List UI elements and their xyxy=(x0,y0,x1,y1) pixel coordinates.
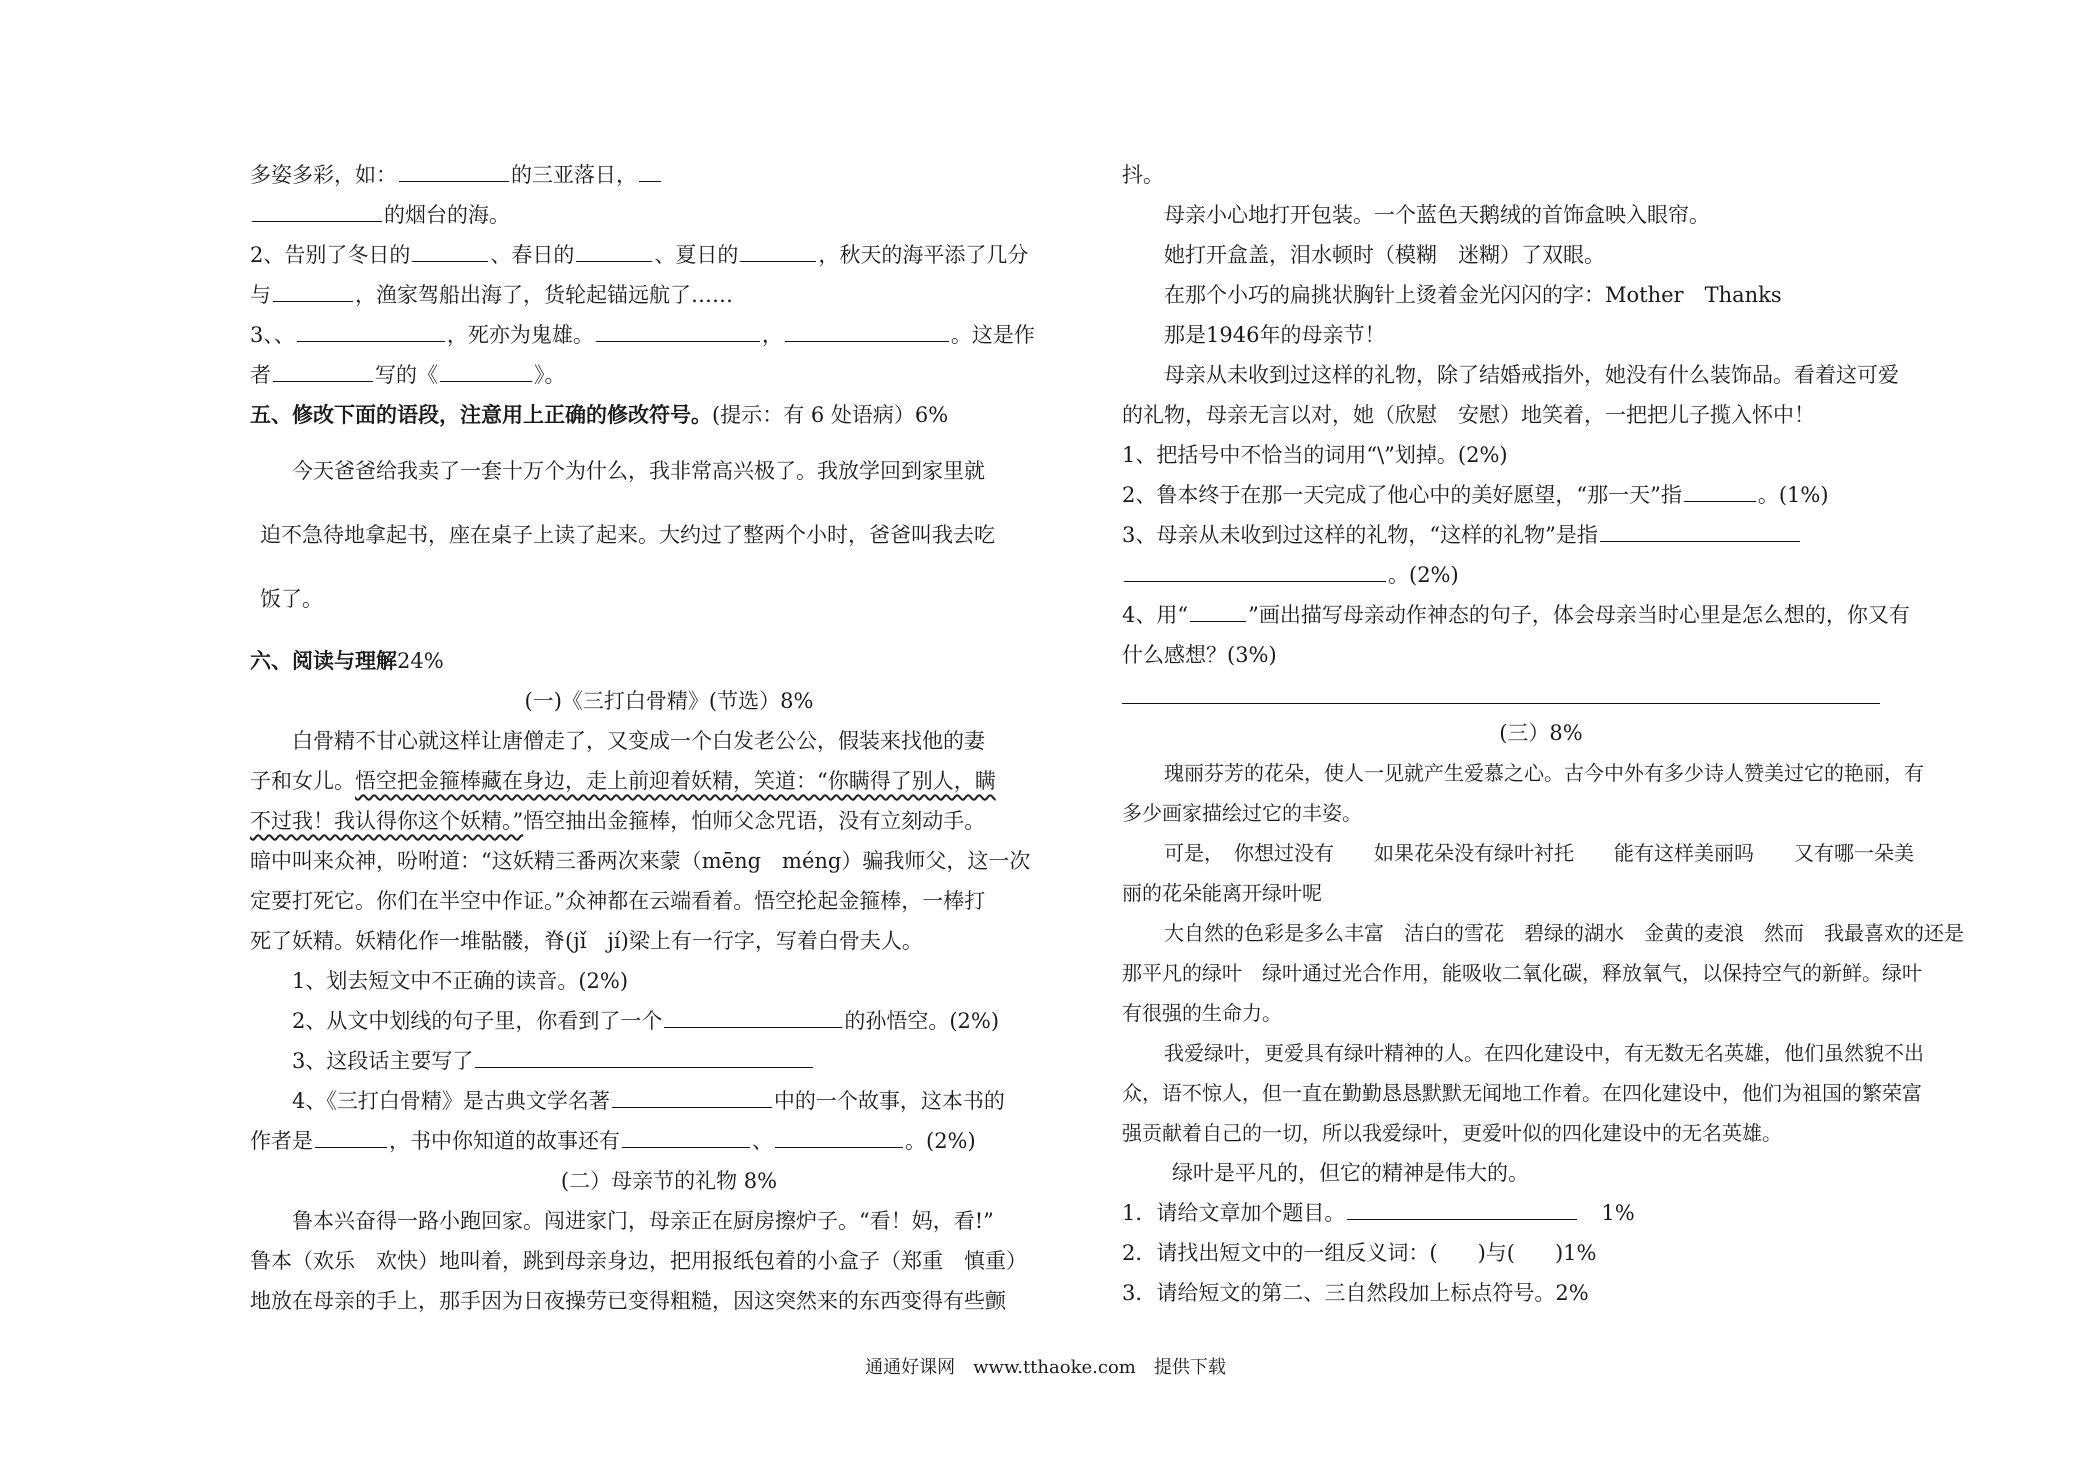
question-text: 3、母亲从未收到过这样的礼物，“这样的礼物”是指 xyxy=(1122,523,1598,547)
answer-blank[interactable] xyxy=(412,237,488,262)
left-column xyxy=(250,155,1088,1321)
question xyxy=(1122,435,1960,475)
underlined-sentence: 悟空把金箍棒藏在身边，走上前迎着妖精，笑道：“你瞒得了别人，瞒 xyxy=(355,769,996,793)
text-line xyxy=(1122,953,1960,993)
text-line xyxy=(250,195,1088,235)
question xyxy=(250,1121,1088,1161)
text-line xyxy=(1122,753,1960,793)
paragraph-text: 强贡献着自己的一切，所以我爱绿叶，更爱叶似的四化建设中的无名英雄。 xyxy=(1122,1121,1782,1145)
paragraph-text: 迫不急待地拿起书，座在桌子上读了起来。大约过了整两个小时，爸爸叫我去吃 xyxy=(260,523,995,547)
page-footer xyxy=(0,1356,2091,1380)
answer-blank[interactable] xyxy=(622,1123,750,1148)
reading-title xyxy=(1122,713,1960,753)
question-text: 3、这段话主要写了 xyxy=(292,1049,474,1073)
paragraph-text: 众，语不惊人，但一直在勤勤恳恳默默无闻地工作着。在四化建设中，他们为祖国的繁荣富 xyxy=(1122,1081,1922,1105)
text-line xyxy=(250,841,1088,881)
question-text: 、 xyxy=(752,1129,773,1153)
text-line xyxy=(250,881,1088,921)
reading-title-text: (二）母亲节的礼物 8% xyxy=(560,1169,778,1193)
paragraph-text: 定要打死它。你们在半空中作证。”众神都在云端看着。悟空抡起金箍棒，一棒打 xyxy=(250,889,986,913)
answer-blank[interactable] xyxy=(1684,477,1756,502)
question-text: 什么感想？(3%) xyxy=(1122,643,1277,667)
text-line xyxy=(250,275,1088,315)
answer-blank[interactable] xyxy=(273,277,353,302)
question xyxy=(1122,1273,1960,1313)
paragraph-text: 母亲小心地打开包装。一个蓝色天鹅绒的首饰盒映入眼帘。 xyxy=(1164,203,1710,227)
text-line xyxy=(1122,993,1960,1033)
text-line xyxy=(1122,275,1960,315)
text: 、春日的 xyxy=(490,243,575,267)
answer-line[interactable] xyxy=(1122,675,1960,715)
answer-blank[interactable] xyxy=(440,357,532,382)
question-text: 的孙悟空。(2%) xyxy=(844,1009,1000,1033)
question xyxy=(1122,515,1960,555)
question-text: 2、从文中划线的句子里，你看到了一个 xyxy=(292,1009,663,1033)
text-line xyxy=(1122,355,1960,395)
footer-text: 通通好课网 www.tthaoke.com 提供下载 xyxy=(865,1357,1226,1378)
question-text: 。(2%) xyxy=(1388,563,1459,587)
question-text: )1% xyxy=(1554,1241,1597,1265)
text-line xyxy=(1122,1073,1960,1113)
question-text: ”画出描写母亲动作神态的句子，体会母亲当时心里是怎么想的，你又有 xyxy=(1248,603,1910,627)
question-text: 1．请给文章加个题目。 xyxy=(1122,1201,1346,1225)
question-text: 作者是 xyxy=(250,1129,313,1153)
answer-blank[interactable] xyxy=(664,1003,842,1028)
answer-blank[interactable] xyxy=(775,1123,903,1148)
text-line xyxy=(250,801,1088,841)
question-text: 3．请给短文的第二、三自然段加上标点符号。2% xyxy=(1122,1281,1589,1305)
underlined-sentence: 不过我！我认得你这个妖精。” xyxy=(250,809,524,833)
paragraph-text: 母亲从未收到过这样的礼物，除了结婚戒指外，她没有什么装饰品。看着这可爱 xyxy=(1164,363,1899,387)
reading-title-text: (三）8% xyxy=(1499,721,1583,745)
text: 》。 xyxy=(534,363,566,387)
answer-blank[interactable] xyxy=(1600,517,1800,542)
paragraph-text: 子和女儿。 xyxy=(250,769,355,793)
paragraph-text: 白骨精不甘心就这样让唐僧走了，又变成一个白发老公公，假装来找他的妻 xyxy=(292,729,985,753)
section-heading xyxy=(250,641,1088,681)
text-line xyxy=(250,1201,1088,1241)
question-text: 。(1%) xyxy=(1757,483,1829,507)
text-line xyxy=(1122,1033,1960,1073)
paragraph-text: 大自然的色彩是多么丰富 洁白的雪花 碧绿的湖水 金黄的麦浪 然而 我最喜欢的还是 xyxy=(1164,921,1964,945)
question xyxy=(1122,475,1960,515)
paragraph-text: 鲁本兴奋得一路小跑回家。闯进家门，母亲正在厨房擦炉子。“看！妈，看!” xyxy=(292,1209,994,1233)
text-line xyxy=(1122,315,1960,355)
question xyxy=(1122,555,1960,595)
answer-blank[interactable] xyxy=(785,317,949,342)
text: 多姿多彩，如： xyxy=(250,163,397,187)
paragraph-text: 有很强的生命力。 xyxy=(1122,1001,1282,1025)
text-line xyxy=(1122,833,1960,873)
question-text: 4、用“ xyxy=(1122,603,1189,627)
answer-blank[interactable] xyxy=(1124,557,1386,582)
paragraph-text: 可是， 你想过没有 如果花朵没有绿叶衬托 能有这样美丽吗 又有哪一朵美 xyxy=(1164,841,1914,865)
section-hint: (提示：有 6 处语病）6% xyxy=(712,403,949,427)
text-line xyxy=(250,567,1088,631)
question xyxy=(1122,595,1960,635)
text-line xyxy=(250,315,1088,355)
text: ，渔家驾船出海了，货轮起锚远航了…… xyxy=(355,283,733,307)
underline-sample xyxy=(1190,597,1246,622)
paragraph-text: 我爱绿叶，更爱具有绿叶精神的人。在四化建设中，有无数无名英雄，他们虽然貌不出 xyxy=(1164,1041,1924,1065)
text: 3、、 xyxy=(250,323,295,347)
text-line xyxy=(250,355,1088,395)
text-line xyxy=(250,1241,1088,1281)
reading-title xyxy=(250,681,1088,721)
text-line xyxy=(250,235,1088,275)
text: 的烟台的海。 xyxy=(384,203,510,227)
paragraph-text: 的礼物，母亲无言以对，她（欣慰 安慰）地笑着，一把把儿子揽入怀中！ xyxy=(1122,403,1815,427)
text-line xyxy=(1122,913,1964,953)
text: ，秋天的海平添了几分 xyxy=(818,243,1029,267)
paragraph-text: 那是1946年的母亲节！ xyxy=(1164,323,1386,347)
text-line xyxy=(250,921,1088,961)
paragraph-text: 她打开盒盖，泪水顿时（模糊 迷糊）了双眼。 xyxy=(1164,243,1605,267)
paragraph-text: 瑰丽芬芳的花朵，使人一见就产生爱慕之心。古今中外有多少诗人赞美过它的艳丽，有 xyxy=(1164,761,1924,785)
question xyxy=(250,1081,1088,1121)
text-line xyxy=(250,721,1088,761)
section-title: 五、修改下面的语段，注意用上正确的修改符号。 xyxy=(250,402,712,427)
text-line xyxy=(1122,1153,1960,1193)
text: 2、告别了冬日的 xyxy=(250,243,411,267)
text-line xyxy=(1122,1113,1960,1153)
question xyxy=(250,961,1088,1001)
text: 。这是作 xyxy=(950,323,1035,347)
text: 者 xyxy=(250,363,271,387)
paragraph-text: 在那个小巧的扁挑状胸针上烫着金光闪闪的字：Mother Thanks xyxy=(1164,283,1782,307)
question-text: 中的一个故事，这本书的 xyxy=(773,1089,1005,1113)
answer-blank[interactable] xyxy=(612,1083,772,1108)
question-text: 4、《三打白骨精》是古典文学名著 xyxy=(292,1089,610,1113)
text-line xyxy=(1122,235,1960,275)
answer-blank[interactable] xyxy=(740,237,816,262)
paragraph-text: 死了妖精。妖精化作一堆骷髅，脊(jǐ jí)梁上有一行字，写着白骨夫人。 xyxy=(250,929,923,953)
reading-title xyxy=(250,1161,1088,1201)
text-line xyxy=(250,439,1088,503)
question-text: ，书中你知道的故事还有 xyxy=(389,1129,620,1153)
text: 的三亚落日， xyxy=(511,163,637,187)
text-line xyxy=(1122,793,1960,833)
paragraph-text: 那平凡的绿叶 绿叶通过光合作用，能吸收二氧化碳，释放氧气，以保持空气的新鲜。绿叶 xyxy=(1122,961,1922,985)
answer-blank[interactable] xyxy=(576,237,652,262)
paragraph-text: 今天爸爸给我卖了一套十万个为什么，我非常高兴极了。我放学回到家里就 xyxy=(292,459,985,483)
text-line xyxy=(250,1281,1088,1321)
text-line xyxy=(1122,155,1960,195)
paragraph-text: 鲁本（欢乐 欢快）地叫着，跳到母亲身边，把用报纸包着的小盒子（郑重 慎重） xyxy=(250,1249,1027,1273)
question-text: 1、把括号中不恰当的词用“\”划掉。(2%) xyxy=(1122,443,1508,467)
paragraph-text: 地放在母亲的手上，那手因为日夜操劳已变得粗糙，因这突然来的东西变得有些颤 xyxy=(250,1289,1006,1313)
question-text: 1、划去短文中不正确的读音。(2%) xyxy=(292,969,629,993)
answer-blank[interactable] xyxy=(475,1043,813,1068)
paragraph-text: 暗中叫来众神，吩咐道：“这妖精三番两次来蒙（mēng méng）骗我师父，这一次 xyxy=(250,849,1031,873)
answer-blank[interactable] xyxy=(252,197,382,222)
question-text: 2、鲁本终于在那一天完成了他心中的美好愿望，“那一天”指 xyxy=(1122,483,1682,507)
text: 写的《 xyxy=(375,363,438,387)
text-line xyxy=(250,503,1088,567)
paragraph-text: 抖。 xyxy=(1122,163,1164,187)
reading-title-text: (一)《三打白骨精》(节选）8% xyxy=(524,689,814,713)
answer-blank[interactable] xyxy=(399,157,509,182)
question-text: 。(2%) xyxy=(905,1129,976,1153)
text-line xyxy=(1122,873,1960,913)
text: 与 xyxy=(250,283,271,307)
answer-blank[interactable] xyxy=(273,357,373,382)
paragraph-text: 绿叶是平凡的，但它的精神是伟大的。 xyxy=(1172,1161,1529,1185)
paragraph-text: 丽的花朵能离开绿叶呢 xyxy=(1122,881,1322,905)
question xyxy=(250,1001,1088,1041)
text-line xyxy=(250,155,1088,195)
text: ，死亦为鬼雄。 xyxy=(446,323,594,347)
question-score: 1% xyxy=(1601,1201,1635,1225)
question-text: 2．请找出短文中的一组反义词：( xyxy=(1122,1241,1438,1265)
answer-blank[interactable] xyxy=(639,157,661,182)
text-line xyxy=(1122,395,1960,435)
paragraph-text: 悟空抽出金箍棒，怕师父念咒语，没有立刻动手。 xyxy=(523,809,986,833)
text: 、夏日的 xyxy=(654,243,739,267)
question xyxy=(1122,635,1960,675)
answer-blank[interactable] xyxy=(1122,703,1880,704)
paragraph-text: 饭了。 xyxy=(260,587,323,611)
paragraph-text: 多少画家描绘过它的丰姿。 xyxy=(1122,801,1362,825)
section-title: 六、阅读与理解 xyxy=(250,648,397,673)
section-heading xyxy=(250,395,1088,435)
section-score: 24% xyxy=(397,649,444,673)
question xyxy=(1122,1193,1960,1233)
text-line xyxy=(250,761,1088,801)
question xyxy=(250,1041,1088,1081)
answer-blank[interactable] xyxy=(315,1123,387,1148)
text: ， xyxy=(761,323,783,347)
right-column xyxy=(1122,155,1964,1313)
answer-blank[interactable] xyxy=(1347,1195,1577,1220)
question xyxy=(1122,1233,1960,1273)
question-text: )与( xyxy=(1477,1241,1515,1265)
answer-blank[interactable] xyxy=(596,317,760,342)
text-line xyxy=(1122,195,1960,235)
answer-blank[interactable] xyxy=(297,317,445,342)
